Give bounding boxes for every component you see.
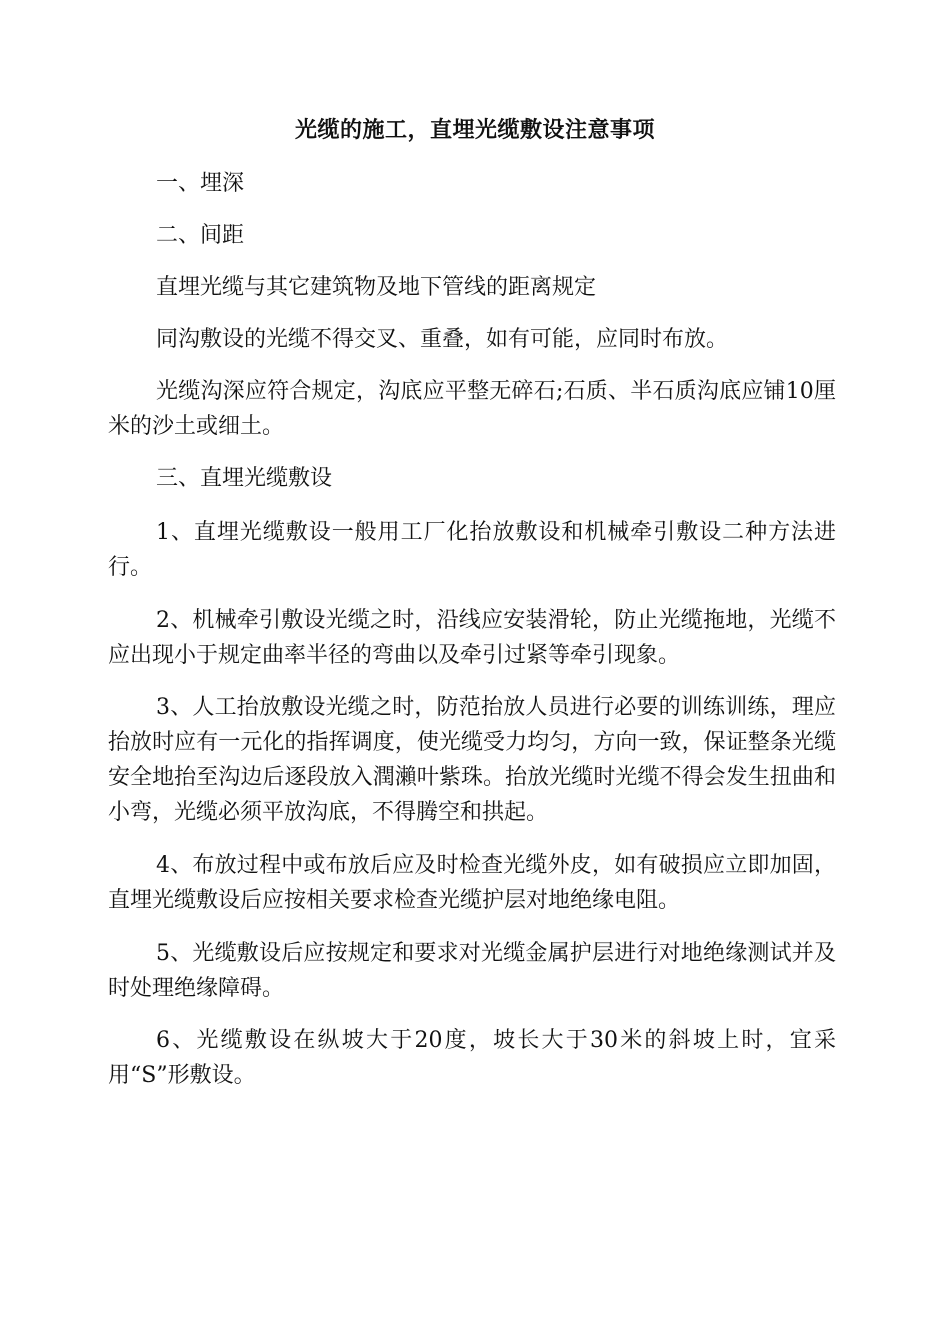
section-heading-burial-depth: 一、埋深 — [156, 171, 245, 196]
paragraph-item-4: 4、布放过程中或布放后应及时检查光缆外皮，如有破损应立即加固，直埋光缆敷设后应按相关要求检查光缆护层对地绝缘电阻。 — [108, 853, 836, 913]
paragraph-same-trench: 同沟敷设的光缆不得交叉、重叠，如有可能，应同时布放。 — [156, 327, 729, 352]
paragraph-item-3: 3、人工抬放敷设光缆之时，防范抬放人员进行必要的训练训练，理应抬放时应有一元化的指挥调度，使光缆受力均匀，方向一致，保证整条光缆安全地抬至沟边后逐段放入潤瀨叶紫珠。抬放光缆时光缆不得会发生扭曲和小弯，光缆必须平放沟底，不得腾空和拱起。 — [108, 695, 836, 825]
paragraph-trench-depth: 光缆沟深应符合规定，沟底应平整无碎石;石质、半石质沟底应铺10厘米的沙土或细土。 — [108, 379, 836, 439]
document-title: 光缆的施工，直埋光缆敷设注意事项 — [294, 117, 655, 143]
paragraph-item-1: 1、直埋光缆敷设一般用工厂化抬放敷设和机械牵引敷设二种方法进行。 — [108, 520, 836, 580]
paragraph-item-5: 5、光缆敷设后应按规定和要求对光缆金属护层进行对地绝缘测试并及时处理绝缘障碍。 — [108, 941, 836, 1001]
paragraph-item-6: 6、光缆敷设在纵坡大于20度，坡长大于30米的斜坡上时，宜采用“S”形敷设。 — [108, 1028, 836, 1088]
paragraph-item-2: 2、机械牵引敷设光缆之时，沿线应安装滑轮，防止光缆拖地，光缆不应出现小于规定曲率半径的弯曲以及牵引过紧等牵引现象。 — [108, 608, 836, 668]
section-heading-spacing: 二、间距 — [156, 223, 245, 248]
section-heading-direct-burial: 三、直埋光缆敷设 — [156, 466, 333, 491]
paragraph-distance-rules: 直埋光缆与其它建筑物及地下管线的距离规定 — [156, 275, 597, 300]
